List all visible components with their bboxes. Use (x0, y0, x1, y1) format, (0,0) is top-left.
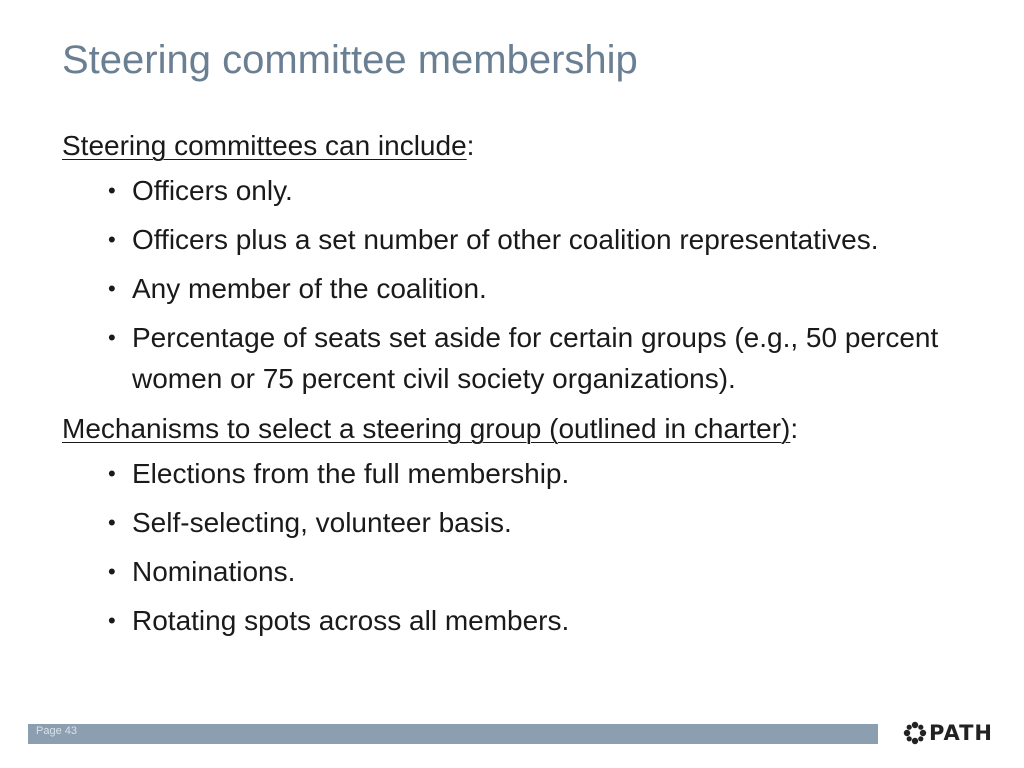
slide-content (62, 126, 962, 649)
bullet-icon: • (108, 608, 116, 633)
list-item (62, 502, 962, 543)
list-item (62, 268, 962, 309)
list-item-text: Self-selecting, volunteer basis. (132, 507, 512, 538)
section-heading-text: Mechanisms to select a steering group (outlined in charter) (62, 413, 791, 444)
list-item (62, 317, 962, 399)
section-heading-text: Steering committees can include (62, 130, 467, 161)
bullet-icon: • (108, 461, 116, 486)
list-item-text: Any member of the coalition. (132, 273, 487, 304)
section-membership-options (62, 126, 962, 399)
section-heading (62, 409, 962, 449)
list-item-text: Officers only. (132, 175, 293, 206)
bullet-icon: • (108, 276, 116, 301)
path-logo (903, 718, 993, 748)
bullet-list (62, 453, 962, 641)
section-heading-colon: : (466, 130, 475, 161)
list-item-text: Elections from the full membership. (132, 458, 570, 489)
section-selection-mechanisms (62, 409, 962, 641)
bullet-icon: • (108, 227, 116, 252)
list-item-text: Percentage of seats set aside for certain groups (e.g., 50 percent women or 75 percent civil society organizations). (132, 322, 939, 394)
list-item (62, 170, 962, 211)
bullet-list (62, 170, 962, 399)
section-heading-colon: : (790, 413, 799, 444)
list-item (62, 600, 962, 641)
bullet-icon: • (108, 510, 116, 535)
bullet-icon: • (108, 178, 116, 203)
list-item (62, 219, 962, 260)
bullet-icon: • (108, 559, 116, 584)
list-item (62, 453, 962, 494)
list-item (62, 551, 962, 592)
section-heading (62, 126, 962, 166)
list-item-text: Rotating spots across all members. (132, 605, 570, 636)
slide-title: Steering committee membership (62, 38, 638, 82)
list-item-text: Nominations. (132, 556, 296, 587)
path-logo-icon (903, 721, 927, 745)
bullet-icon: • (108, 325, 116, 350)
page-number: Page 43 (36, 725, 77, 737)
path-logo-text: PATH (929, 721, 993, 745)
list-item-text: Officers plus a set number of other coalition representatives. (132, 224, 879, 255)
footer-bar (28, 724, 878, 744)
